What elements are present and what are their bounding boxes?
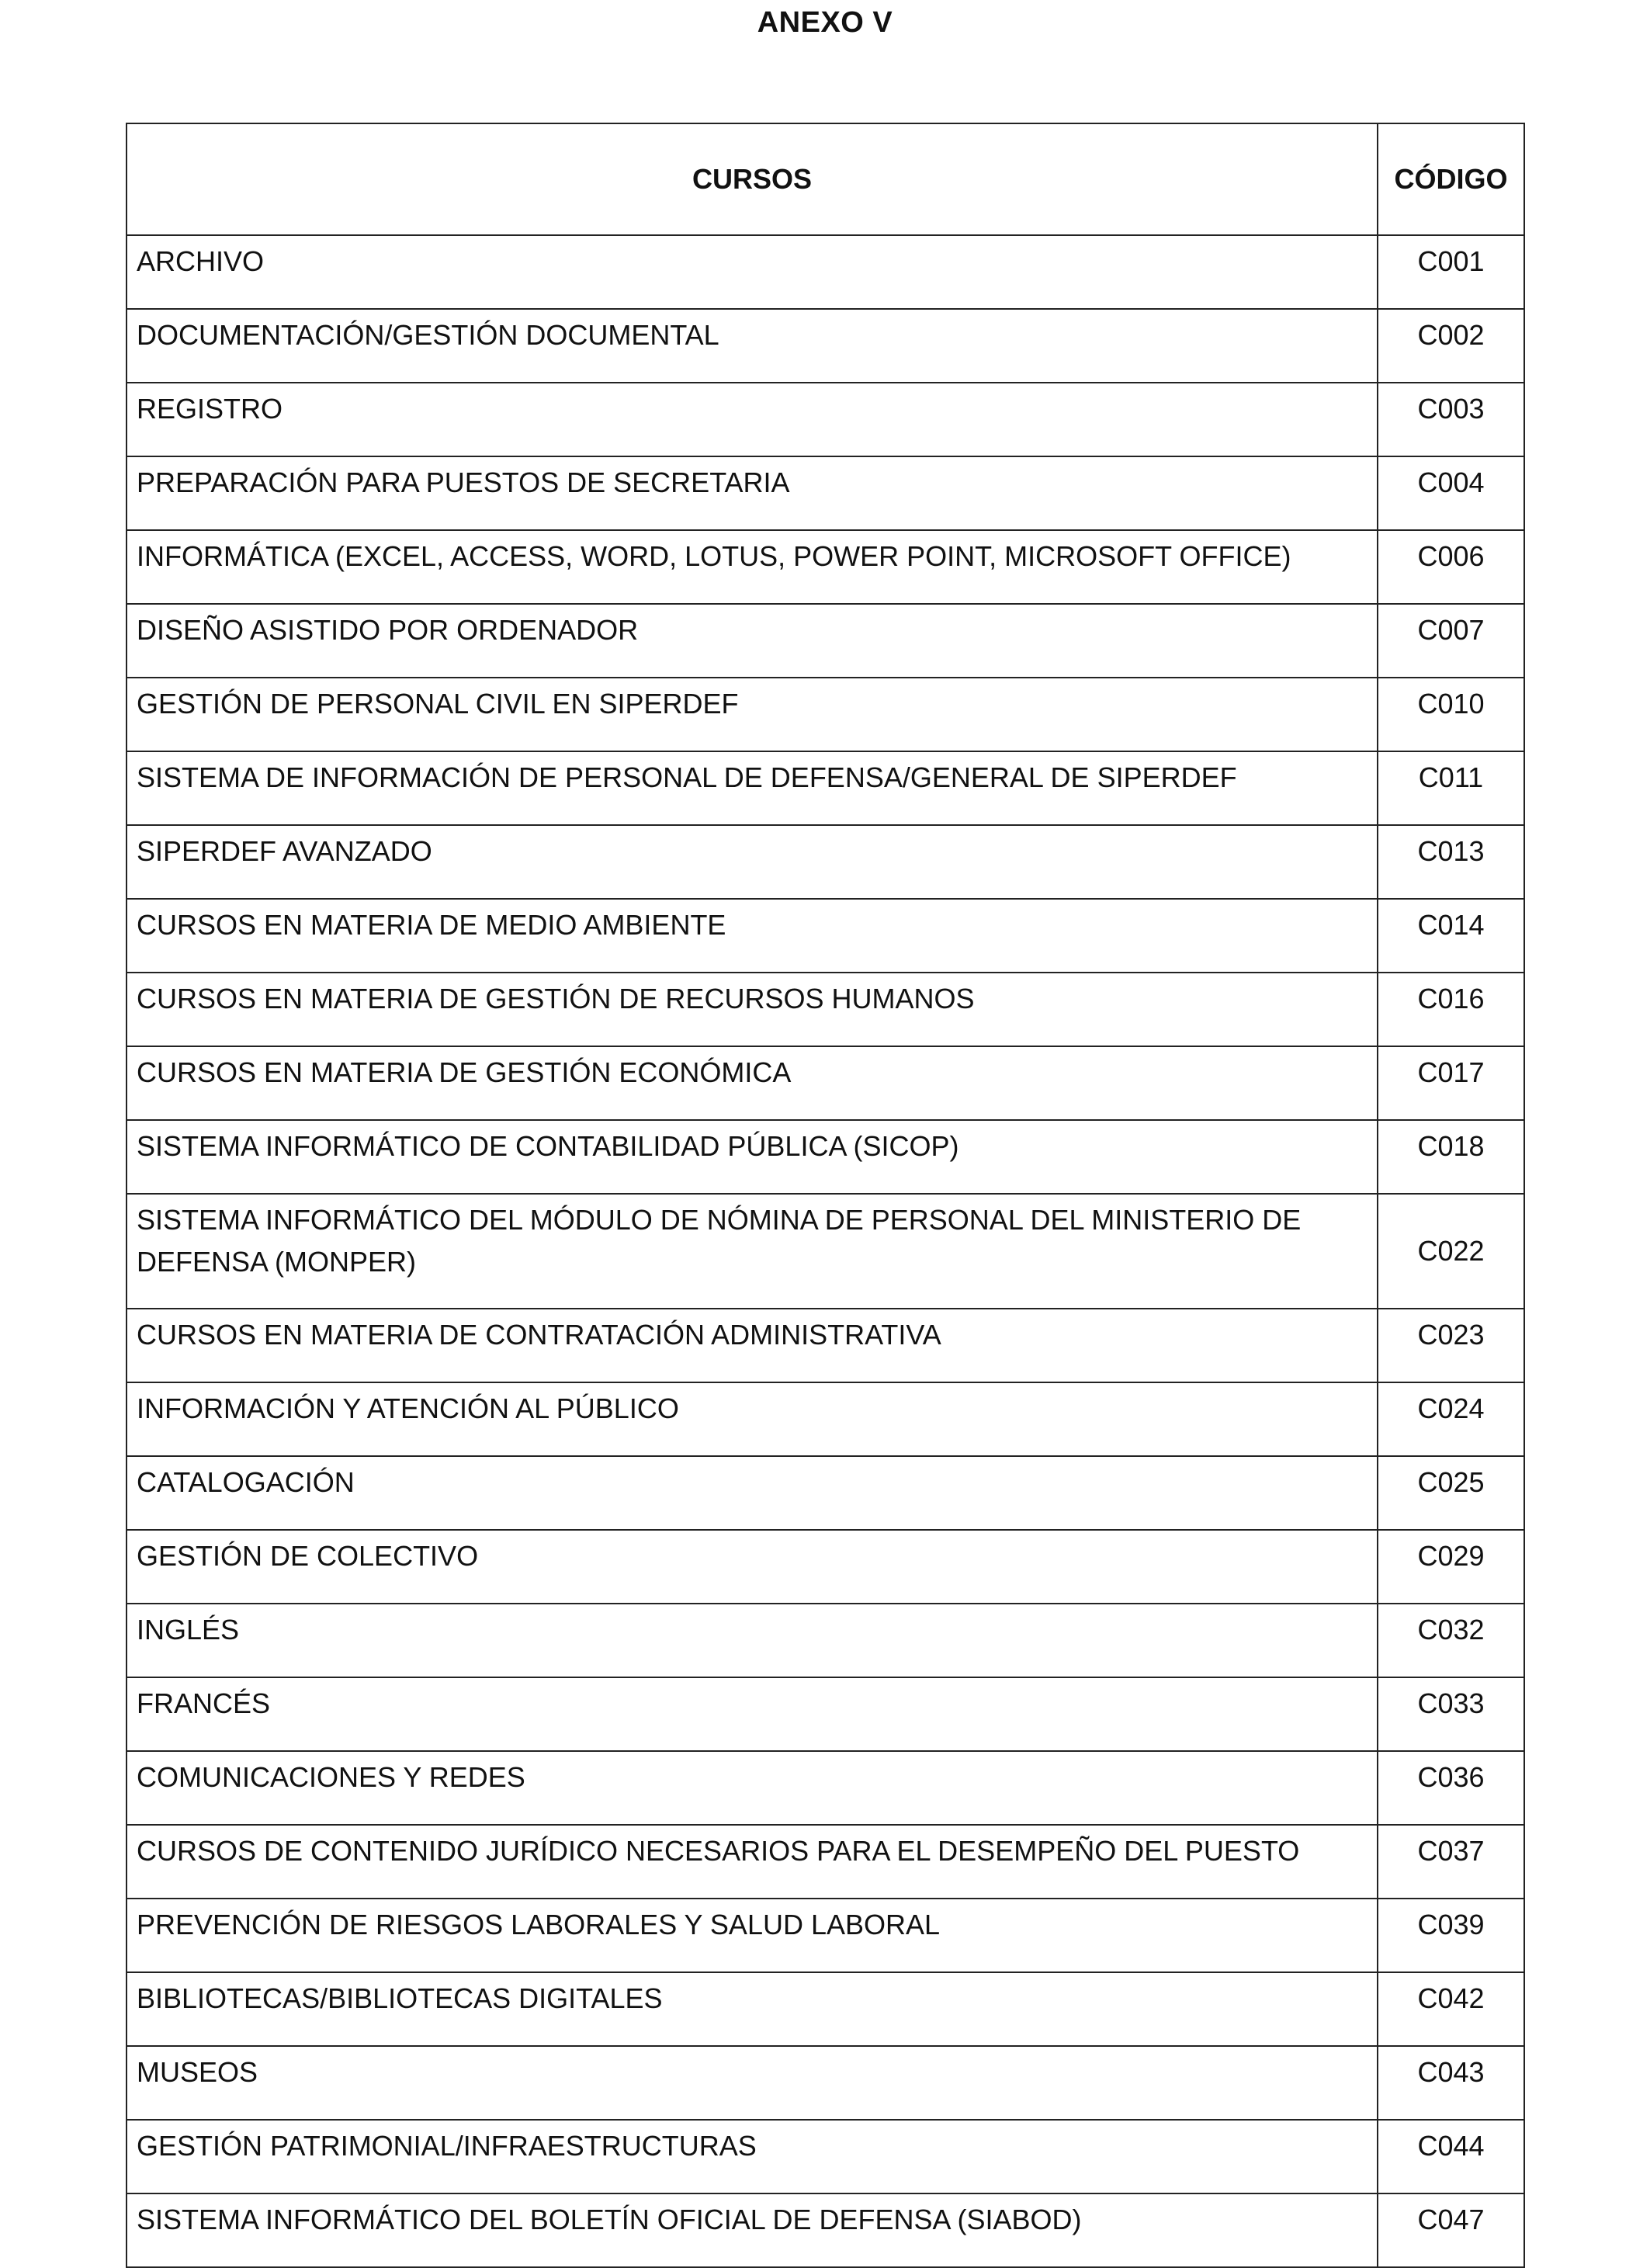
course-name-cell: BIBLIOTECAS/BIBLIOTECAS DIGITALES [127, 1972, 1378, 2046]
course-name-cell: CURSOS DE CONTENIDO JURÍDICO NECESARIOS PARA EL DESEMPEÑO DEL PUESTO [127, 1825, 1378, 1899]
table-row [127, 1309, 1524, 1382]
course-name-cell: FRANCÉS [127, 1677, 1378, 1751]
course-code-cell: C022 [1378, 1194, 1524, 1309]
course-name-cell: PREPARACIÓN PARA PUESTOS DE SECRETARIA [127, 456, 1378, 530]
courses-table [126, 123, 1525, 2268]
course-code-cell: C014 [1378, 899, 1524, 973]
table-row [127, 1456, 1524, 1530]
table-row [127, 899, 1524, 973]
course-code-cell: C024 [1378, 1382, 1524, 1456]
course-code-cell: C039 [1378, 1899, 1524, 1972]
course-code-cell: C047 [1378, 2193, 1524, 2267]
course-code-cell: C036 [1378, 1751, 1524, 1825]
table-row [127, 973, 1524, 1046]
column-header-code: CÓDIGO [1378, 123, 1524, 235]
table-row [127, 751, 1524, 825]
table-row [127, 1530, 1524, 1604]
course-name-cell: COMUNICACIONES Y REDES [127, 1751, 1378, 1825]
course-code-cell: C013 [1378, 825, 1524, 899]
course-name-cell: REGISTRO [127, 383, 1378, 456]
course-name-cell: CURSOS EN MATERIA DE GESTIÓN ECONÓMICA [127, 1046, 1378, 1120]
course-name-cell: INFORMÁTICA (EXCEL, ACCESS, WORD, LOTUS, POWER POINT, MICROSOFT OFFICE) [127, 530, 1378, 604]
table-row [127, 825, 1524, 899]
course-name-cell: GESTIÓN DE COLECTIVO [127, 1530, 1378, 1604]
table-row [127, 1046, 1524, 1120]
course-name-cell: PREVENCIÓN DE RIESGOS LABORALES Y SALUD LABORAL [127, 1899, 1378, 1972]
table-row [127, 309, 1524, 383]
course-code-cell: C018 [1378, 1120, 1524, 1194]
course-name-cell: GESTIÓN DE PERSONAL CIVIL EN SIPERDEF [127, 678, 1378, 751]
course-code-cell: C042 [1378, 1972, 1524, 2046]
table-row [127, 678, 1524, 751]
course-code-cell: C023 [1378, 1309, 1524, 1382]
column-header-courses: CURSOS [127, 123, 1378, 235]
course-code-cell: C032 [1378, 1604, 1524, 1677]
table-row [127, 2120, 1524, 2193]
table-row [127, 1677, 1524, 1751]
course-name-cell: ARCHIVO [127, 235, 1378, 309]
course-code-cell: C007 [1378, 604, 1524, 678]
course-name-cell: GESTIÓN PATRIMONIAL/INFRAESTRUCTURAS [127, 2120, 1378, 2193]
course-code-cell: C043 [1378, 2046, 1524, 2120]
page-title: ANEXO V [757, 6, 893, 39]
course-code-cell: C017 [1378, 1046, 1524, 1120]
table-row [127, 2193, 1524, 2267]
course-code-cell: C025 [1378, 1456, 1524, 1530]
course-name-cell: INFORMACIÓN Y ATENCIÓN AL PÚBLICO [127, 1382, 1378, 1456]
course-name-cell: SISTEMA INFORMÁTICO DEL BOLETÍN OFICIAL DE DEFENSA (SIABOD) [127, 2193, 1378, 2267]
course-name-cell: CATALOGACIÓN [127, 1456, 1378, 1530]
course-code-cell: C006 [1378, 530, 1524, 604]
course-code-cell: C004 [1378, 456, 1524, 530]
course-name-cell: MUSEOS [127, 2046, 1378, 2120]
course-code-cell: C029 [1378, 1530, 1524, 1604]
course-name-cell: SISTEMA DE INFORMACIÓN DE PERSONAL DE DEFENSA/GENERAL DE SIPERDEF [127, 751, 1378, 825]
table-row [127, 235, 1524, 309]
table-row [127, 1382, 1524, 1456]
table-row [127, 1899, 1524, 1972]
table-row [127, 383, 1524, 456]
course-code-cell: C033 [1378, 1677, 1524, 1751]
course-code-cell: C001 [1378, 235, 1524, 309]
course-code-cell: C011 [1378, 751, 1524, 825]
course-name-cell: SISTEMA INFORMÁTICO DEL MÓDULO DE NÓMINA DE PERSONAL DEL MINISTERIO DE DEFENSA (MONPER) [127, 1194, 1378, 1309]
course-name-cell: SISTEMA INFORMÁTICO DE CONTABILIDAD PÚBLICA (SICOP) [127, 1120, 1378, 1194]
table-row [127, 1972, 1524, 2046]
table-row [127, 456, 1524, 530]
course-code-cell: C002 [1378, 309, 1524, 383]
course-name-cell: CURSOS EN MATERIA DE GESTIÓN DE RECURSOS HUMANOS [127, 973, 1378, 1046]
table-row [127, 530, 1524, 604]
course-name-cell: CURSOS EN MATERIA DE MEDIO AMBIENTE [127, 899, 1378, 973]
table-row [127, 1120, 1524, 1194]
table-row [127, 1604, 1524, 1677]
course-code-cell: C010 [1378, 678, 1524, 751]
table-row [127, 1825, 1524, 1899]
course-name-cell: DOCUMENTACIÓN/GESTIÓN DOCUMENTAL [127, 309, 1378, 383]
course-code-cell: C003 [1378, 383, 1524, 456]
course-name-cell: DISEÑO ASISTIDO POR ORDENADOR [127, 604, 1378, 678]
course-name-cell: SIPERDEF AVANZADO [127, 825, 1378, 899]
course-name-cell: INGLÉS [127, 1604, 1378, 1677]
course-code-cell: C044 [1378, 2120, 1524, 2193]
course-code-cell: C037 [1378, 1825, 1524, 1899]
course-code-cell: C016 [1378, 973, 1524, 1046]
table-row [127, 604, 1524, 678]
table-row [127, 1194, 1524, 1309]
table-header-row [127, 123, 1524, 235]
table-row [127, 2046, 1524, 2120]
course-name-cell: CURSOS EN MATERIA DE CONTRATACIÓN ADMINISTRATIVA [127, 1309, 1378, 1382]
table-row [127, 1751, 1524, 1825]
